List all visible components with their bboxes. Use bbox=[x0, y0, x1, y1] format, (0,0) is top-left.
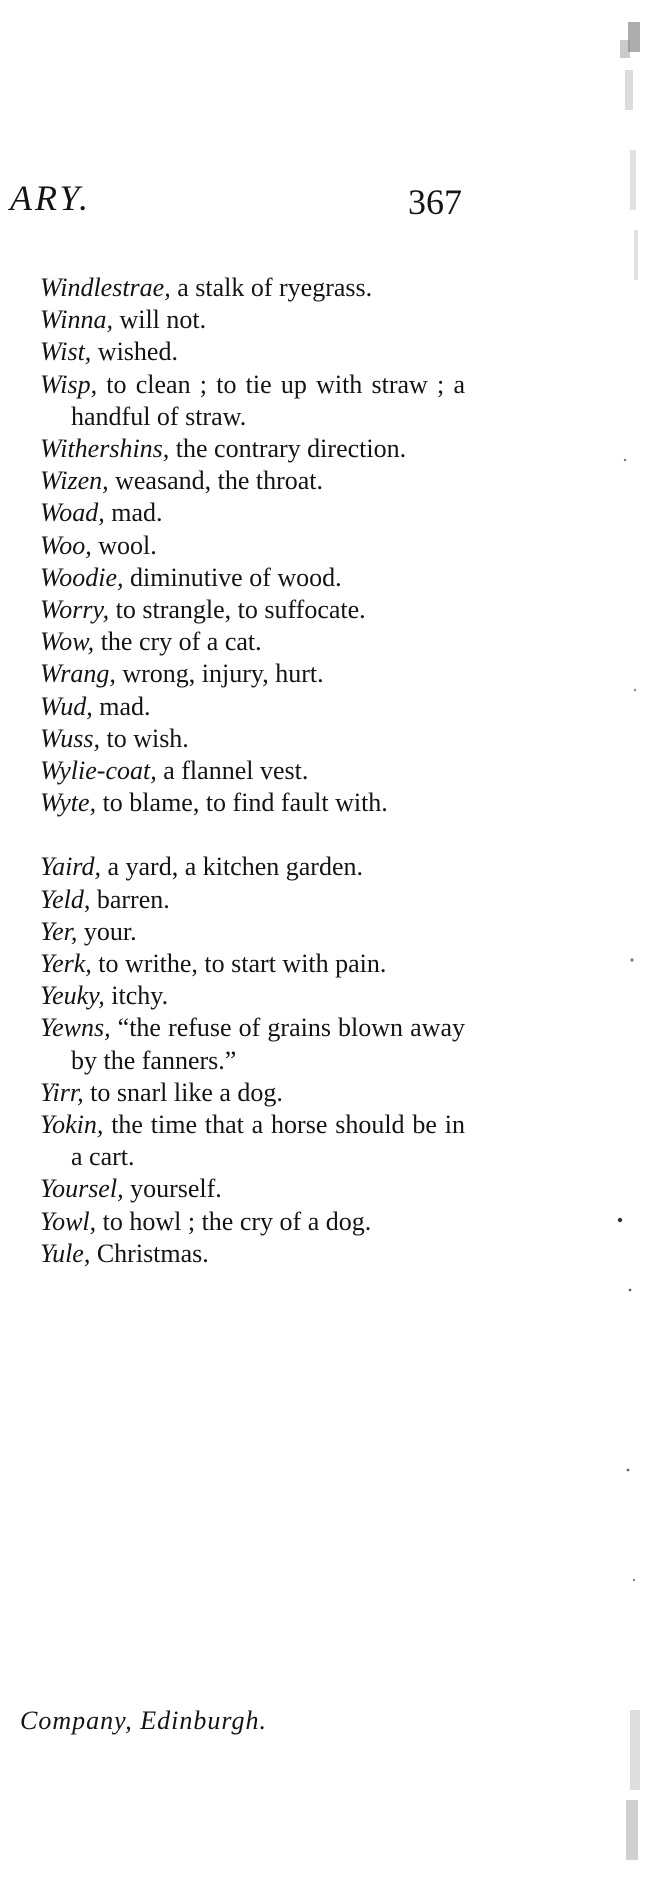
entry-headword: Withershins, bbox=[40, 434, 170, 464]
entry-definition: wished. bbox=[97, 337, 178, 367]
glossary-entry bbox=[40, 755, 465, 787]
entry-definition: diminutive of wood. bbox=[130, 562, 342, 592]
glossary-entry bbox=[40, 433, 465, 465]
entry-headword: Yer, bbox=[40, 916, 78, 946]
glossary-entry bbox=[40, 916, 465, 948]
edge-speckle bbox=[634, 230, 638, 280]
glossary-entry bbox=[40, 626, 465, 658]
running-head-title: ARY. bbox=[10, 178, 92, 218]
entry-headword: Yaird, bbox=[40, 852, 101, 882]
entry-headword: Wisp, bbox=[40, 369, 98, 399]
entry-headword: Winna, bbox=[40, 305, 113, 335]
entry-headword: Yokin, bbox=[40, 1110, 104, 1140]
entry-definition: the cry of a cat. bbox=[100, 627, 262, 657]
scanned-page-edge bbox=[590, 0, 645, 1880]
edge-speckle bbox=[626, 1800, 638, 1860]
entry-definition: to blame, to find fault with. bbox=[102, 788, 388, 818]
glossary-entry bbox=[40, 272, 465, 304]
edge-speckle bbox=[620, 40, 630, 58]
glossary-entries bbox=[40, 272, 465, 1270]
glossary-entry bbox=[40, 1109, 465, 1173]
edge-speckle bbox=[624, 459, 626, 461]
edge-speckle bbox=[625, 70, 633, 110]
entry-definition: a stalk of ryegrass. bbox=[177, 273, 373, 302]
glossary-entry bbox=[40, 980, 465, 1012]
entry-headword: Wow, bbox=[40, 627, 95, 657]
entry-definition: to howl ; the cry of a dog. bbox=[102, 1206, 372, 1236]
entry-definition: mad. bbox=[111, 498, 163, 528]
glossary-entry bbox=[40, 723, 465, 755]
entry-definition: your. bbox=[83, 916, 137, 946]
edge-speckle bbox=[630, 150, 636, 210]
entry-headword: Wist, bbox=[40, 337, 92, 367]
entry-definition: to snarl like a dog. bbox=[90, 1077, 283, 1107]
entry-definition: mad. bbox=[99, 691, 151, 721]
entry-definition: wool. bbox=[98, 530, 157, 560]
entry-headword: Wyte, bbox=[40, 788, 97, 818]
glossary-entry bbox=[40, 1077, 465, 1109]
glossary-entry bbox=[40, 562, 465, 594]
entry-definition: to wish. bbox=[106, 723, 189, 753]
edge-speckle bbox=[629, 1289, 632, 1292]
entry-headword: Yoursel, bbox=[40, 1174, 124, 1204]
entry-definition: will not. bbox=[119, 305, 207, 335]
glossary-entry bbox=[40, 787, 465, 819]
glossary-entry bbox=[40, 691, 465, 723]
entry-definition: barren. bbox=[96, 884, 170, 914]
glossary-entry bbox=[40, 884, 465, 916]
entry-definition: the contrary direction. bbox=[175, 434, 407, 464]
edge-speckle bbox=[634, 689, 636, 691]
entry-headword: Windlestrae, bbox=[40, 273, 171, 302]
glossary-entry bbox=[40, 851, 465, 883]
entry-headword: Woodie, bbox=[40, 562, 124, 592]
entry-headword: Wizen, bbox=[40, 466, 109, 496]
entry-headword: Wuss, bbox=[40, 723, 100, 753]
entry-definition: Christmas. bbox=[96, 1238, 209, 1268]
glossary-entry bbox=[40, 465, 465, 497]
entry-headword: Yowl, bbox=[40, 1206, 97, 1236]
glossary-entry bbox=[40, 594, 465, 626]
entry-definition: wrong, injury, hurt. bbox=[122, 659, 324, 689]
entry-headword: Wrang, bbox=[40, 659, 116, 689]
entry-headword: Wylie-coat, bbox=[40, 756, 157, 786]
edge-speckle bbox=[633, 1579, 635, 1581]
entry-definition: a flannel vest. bbox=[163, 756, 309, 786]
entry-definition: a yard, a kitchen garden. bbox=[107, 852, 363, 882]
entry-definition: “the refuse of grains blown away by the fanners.” bbox=[71, 1013, 466, 1075]
entry-headword: Woo, bbox=[40, 530, 92, 560]
entry-headword: Woad, bbox=[40, 498, 105, 528]
running-head bbox=[10, 178, 462, 226]
page-number: 367 bbox=[408, 182, 462, 222]
entry-definition: itchy. bbox=[111, 981, 169, 1011]
edge-speckle bbox=[627, 1469, 630, 1472]
entry-definition: to writhe, to start with pain. bbox=[98, 949, 387, 979]
edge-speckle bbox=[618, 1218, 622, 1222]
glossary-entry bbox=[40, 304, 465, 336]
entry-definition: to clean ; to tie up with straw ; a handful of straw. bbox=[71, 369, 466, 431]
glossary-entry bbox=[40, 497, 465, 529]
printer-imprint: Company, Edinburgh. bbox=[20, 1706, 267, 1735]
glossary-entry bbox=[40, 369, 465, 433]
entry-headword: Yirr, bbox=[40, 1077, 84, 1107]
entry-headword: Wud, bbox=[40, 691, 93, 721]
entry-headword: Yule, bbox=[40, 1238, 91, 1268]
entry-definition: weasand, the throat. bbox=[115, 466, 324, 496]
glossary-entry bbox=[40, 1238, 465, 1270]
entry-headword: Yerk, bbox=[40, 949, 92, 979]
entry-definition: to strangle, to suffocate. bbox=[115, 595, 366, 625]
glossary-entry bbox=[40, 530, 465, 562]
entry-headword: Yewns, bbox=[40, 1013, 111, 1043]
entry-headword: Worry, bbox=[40, 595, 110, 625]
entry-definition: yourself. bbox=[130, 1174, 222, 1204]
edge-speckle bbox=[630, 958, 633, 961]
entry-headword: Yeuky, bbox=[40, 981, 105, 1011]
glossary-entry bbox=[40, 1206, 465, 1238]
entry-definition: the time that a horse should be in a cart. bbox=[71, 1110, 465, 1172]
entry-headword: Yeld, bbox=[40, 884, 91, 914]
glossary-entry bbox=[40, 948, 465, 980]
glossary-entry bbox=[40, 1173, 465, 1205]
glossary-entry bbox=[40, 658, 465, 690]
glossary-entry bbox=[40, 1012, 465, 1076]
glossary-entry bbox=[40, 336, 465, 368]
edge-speckle bbox=[630, 1710, 640, 1790]
